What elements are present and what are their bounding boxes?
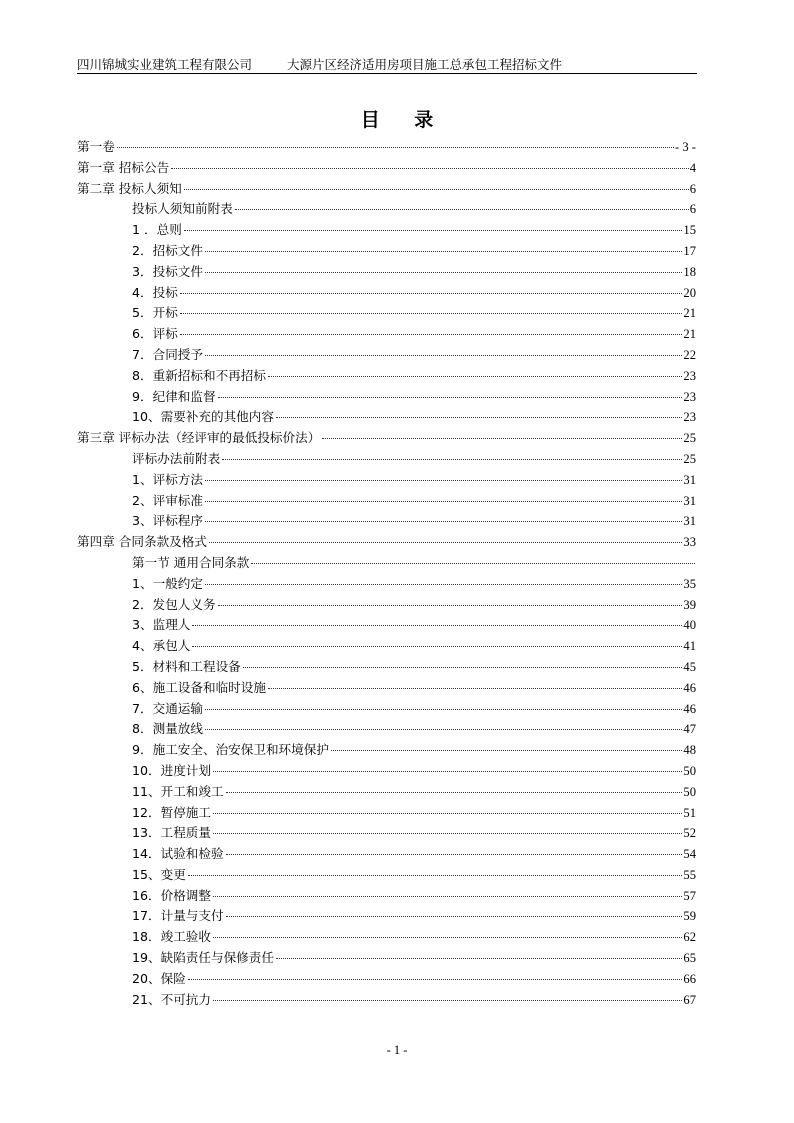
- toc-entry[interactable]: [77, 865, 696, 886]
- toc-dot-leader: [205, 272, 682, 273]
- page-header: [77, 56, 697, 74]
- toc-entry-page: 6: [689, 181, 696, 196]
- toc-entry[interactable]: [77, 199, 696, 220]
- toc-entry[interactable]: [77, 782, 696, 803]
- toc-dot-leader: [226, 854, 683, 855]
- toc-dot-leader: [117, 147, 674, 148]
- toc-entry-label: 15、变更: [132, 866, 186, 882]
- toc-entry[interactable]: [77, 283, 696, 304]
- toc-dot-leader: [205, 480, 682, 481]
- toc-dot-leader: [205, 501, 682, 502]
- toc-dot-leader: [276, 958, 682, 959]
- toc-entry[interactable]: [77, 262, 696, 283]
- toc-entry-page: 45: [683, 659, 696, 674]
- toc-entry-label: 第二章 投标人须知: [77, 180, 182, 196]
- toc-dot-leader: [243, 667, 683, 668]
- table-of-contents: [77, 137, 696, 1010]
- toc-entry[interactable]: [77, 719, 696, 740]
- toc-entry-label: 8．重新招标和不再招标: [132, 367, 266, 383]
- toc-entry-label: 1、评标方法: [132, 471, 203, 487]
- toc-dot-leader: [213, 937, 682, 938]
- toc-entry[interactable]: [77, 844, 696, 865]
- toc-entry-page: 51: [683, 805, 696, 820]
- toc-entry-label: 9．纪律和监督: [132, 388, 216, 404]
- toc-entry-page: 20: [683, 285, 696, 300]
- toc-title: 目 录: [360, 109, 448, 131]
- toc-dot-leader: [171, 168, 689, 169]
- toc-entry[interactable]: [77, 366, 696, 387]
- header-project-title: 大源片区经济适用房项目施工总承包工程招标文件: [287, 57, 563, 72]
- toc-entry[interactable]: [77, 303, 696, 324]
- toc-entry-label: 4、承包人: [132, 638, 191, 654]
- toc-entry-label: 3．投标文件: [132, 263, 203, 279]
- toc-dot-leader: [209, 542, 682, 543]
- toc-entry-page: 46: [683, 680, 696, 695]
- toc-dot-leader: [205, 729, 682, 730]
- toc-entry-page: 18: [683, 264, 696, 279]
- toc-dot-leader: [205, 355, 682, 356]
- toc-entry-label: 19、缺陷责任与保修责任: [132, 950, 274, 966]
- toc-dot-leader: [251, 563, 695, 564]
- toc-entry[interactable]: [77, 387, 696, 408]
- toc-entry-page: 23: [683, 368, 696, 383]
- toc-entry-page: 62: [683, 930, 696, 945]
- toc-entry[interactable]: [77, 532, 696, 553]
- toc-entry[interactable]: [77, 428, 696, 449]
- toc-entry-page: 55: [683, 867, 696, 882]
- toc-entry-label: 6、施工设备和临时设施: [132, 679, 266, 695]
- toc-entry-page: 17: [683, 243, 696, 258]
- toc-entry-page: 35: [683, 576, 696, 591]
- toc-entry-page: 33: [683, 535, 696, 550]
- toc-entry-label: 12．暂停施工: [132, 804, 211, 820]
- toc-entry[interactable]: [77, 990, 696, 1011]
- toc-entry-label: 10．进度计划: [132, 762, 211, 778]
- toc-entry-label: 13．工程质量: [132, 825, 211, 841]
- toc-entry[interactable]: [77, 595, 696, 616]
- toc-entry[interactable]: [77, 179, 696, 200]
- toc-dot-leader: [213, 896, 682, 897]
- toc-dot-leader: [322, 438, 682, 439]
- page-number-footer: - 1 -: [386, 1043, 408, 1057]
- toc-entry[interactable]: [77, 927, 696, 948]
- toc-dot-leader: [192, 646, 682, 647]
- toc-entry-page: - 3 -: [675, 140, 696, 154]
- toc-entry-label: 7．合同授予: [132, 346, 203, 362]
- toc-dot-leader: [205, 521, 682, 522]
- toc-dot-leader: [184, 189, 689, 190]
- toc-entry[interactable]: [77, 407, 696, 428]
- toc-entry-page: 21: [683, 327, 696, 342]
- toc-dot-leader: [235, 209, 689, 210]
- toc-entry-page: 15: [683, 223, 696, 238]
- toc-dot-leader: [218, 605, 683, 606]
- toc-entry-label: 11、开工和竣工: [132, 783, 224, 799]
- toc-entry[interactable]: [77, 574, 696, 595]
- toc-entry[interactable]: [77, 636, 696, 657]
- toc-entry-page: 4: [689, 160, 696, 175]
- toc-entry[interactable]: [77, 491, 696, 512]
- toc-dot-leader: [276, 417, 682, 418]
- toc-dot-leader: [331, 750, 682, 751]
- toc-entry-label: 1、一般约定: [132, 575, 203, 591]
- toc-entry-label: 4．投标: [132, 284, 178, 300]
- toc-dot-leader: [226, 792, 683, 793]
- toc-entry-page: 46: [683, 701, 696, 716]
- toc-entry-page: 59: [683, 909, 696, 924]
- toc-entry[interactable]: [77, 969, 696, 990]
- toc-entry-label: 第一节 通用合同条款: [132, 554, 250, 570]
- toc-entry-label: 投标人须知前附表: [132, 201, 233, 217]
- toc-entry-page: 31: [683, 493, 696, 508]
- toc-entry-label: 8．测量放线: [132, 721, 203, 737]
- toc-entry-page: 22: [683, 347, 696, 362]
- toc-entry[interactable]: [77, 220, 696, 241]
- toc-dot-leader: [192, 625, 682, 626]
- toc-entry[interactable]: [77, 699, 696, 720]
- toc-entry[interactable]: [77, 241, 696, 262]
- toc-dot-leader: [213, 771, 682, 772]
- header-company: 四川锦城实业建筑工程有限公司: [77, 57, 253, 72]
- toc-entry-label: 5．开标: [132, 305, 178, 321]
- toc-entry-label: 18．竣工验收: [132, 929, 211, 945]
- toc-dot-leader: [188, 875, 683, 876]
- toc-entry-page: 25: [683, 431, 696, 446]
- toc-entry-page: 25: [683, 451, 696, 466]
- toc-entry-label: 2．发包人义务: [132, 596, 216, 612]
- toc-entry-label: 评标办法前附表: [132, 450, 221, 466]
- toc-entry-label: 17．计量与支付: [132, 908, 224, 924]
- toc-dot-leader: [180, 293, 683, 294]
- toc-entry-label: 7．交通运输: [132, 700, 203, 716]
- toc-entry-label: 1 ．总则: [132, 222, 182, 238]
- toc-entry[interactable]: [77, 823, 696, 844]
- toc-entry[interactable]: [77, 657, 696, 678]
- toc-entry-label: 10、需要补充的其他内容: [132, 409, 274, 425]
- toc-entry-page: 39: [683, 597, 696, 612]
- toc-entry-label: 6．评标: [132, 326, 178, 342]
- toc-dot-leader: [218, 397, 683, 398]
- toc-dot-leader: [184, 230, 683, 231]
- toc-dot-leader: [180, 313, 683, 314]
- toc-entry-page: 52: [683, 826, 696, 841]
- toc-entry-label: 14．试验和检验: [132, 846, 224, 862]
- toc-entry-page: 23: [683, 389, 696, 404]
- toc-entry-page: 48: [683, 743, 696, 758]
- toc-dot-leader: [205, 709, 682, 710]
- toc-entry[interactable]: [77, 470, 696, 491]
- toc-entry-label: 第一章 招标公告: [77, 159, 170, 175]
- toc-entry[interactable]: [77, 137, 696, 158]
- toc-entry-page: 40: [683, 618, 696, 633]
- toc-entry-page: 31: [683, 472, 696, 487]
- toc-entry[interactable]: [77, 553, 696, 574]
- toc-entry-label: 第三章 评标办法（经评审的最低投标价法）: [77, 430, 321, 446]
- toc-dot-leader: [222, 459, 682, 460]
- toc-entry[interactable]: [77, 740, 696, 761]
- toc-entry-page: 57: [683, 888, 696, 903]
- toc-entry-label: 21、不可抗力: [132, 991, 211, 1007]
- toc-entry-page: 21: [683, 306, 696, 321]
- toc-entry-label: 3、监理人: [132, 617, 191, 633]
- toc-entry-label: 第四章 合同条款及格式: [77, 534, 207, 550]
- toc-dot-leader: [226, 916, 683, 917]
- toc-entry-page: 31: [683, 514, 696, 529]
- toc-entry-page: 50: [683, 784, 696, 799]
- toc-dot-leader: [188, 979, 683, 980]
- toc-entry-page: 41: [683, 639, 696, 654]
- toc-entry[interactable]: [77, 615, 696, 636]
- toc-dot-leader: [268, 688, 682, 689]
- toc-dot-leader: [268, 376, 682, 377]
- toc-entry-label: 20、保险: [132, 970, 186, 986]
- toc-entry-page: 50: [683, 763, 696, 778]
- toc-entry[interactable]: [77, 158, 696, 179]
- header-rule: [77, 73, 697, 74]
- toc-entry[interactable]: [77, 948, 696, 969]
- toc-entry-page: 47: [683, 722, 696, 737]
- toc-dot-leader: [205, 251, 682, 252]
- toc-entry-page: 6: [689, 202, 696, 217]
- toc-entry-page: 54: [683, 847, 696, 862]
- toc-entry[interactable]: [77, 678, 696, 699]
- toc-entry[interactable]: [77, 345, 696, 366]
- toc-dot-leader: [205, 584, 682, 585]
- toc-entry[interactable]: [77, 324, 696, 345]
- toc-entry-page: 23: [683, 410, 696, 425]
- toc-dot-leader: [213, 1000, 682, 1001]
- toc-entry-label: 9．施工安全、治安保卫和环境保护: [132, 742, 329, 758]
- toc-entry[interactable]: [77, 803, 696, 824]
- toc-entry[interactable]: [77, 511, 696, 532]
- toc-entry[interactable]: [77, 886, 696, 907]
- toc-entry-label: 2．招标文件: [132, 242, 203, 258]
- toc-entry[interactable]: [77, 906, 696, 927]
- toc-entry-label: 5．材料和工程设备: [132, 658, 241, 674]
- toc-entry-label: 第一卷: [77, 139, 115, 154]
- toc-dot-leader: [180, 334, 683, 335]
- toc-entry-label: 16．价格调整: [132, 887, 211, 903]
- toc-entry-label: 3、评标程序: [132, 513, 203, 529]
- toc-dot-leader: [213, 833, 682, 834]
- toc-entry-page: 66: [683, 971, 696, 986]
- toc-entry-page: 67: [683, 992, 696, 1007]
- toc-entry[interactable]: [77, 449, 696, 470]
- toc-dot-leader: [213, 813, 682, 814]
- toc-entry-page: 65: [683, 951, 696, 966]
- toc-entry-label: 2、评审标准: [132, 492, 203, 508]
- toc-entry[interactable]: [77, 761, 696, 782]
